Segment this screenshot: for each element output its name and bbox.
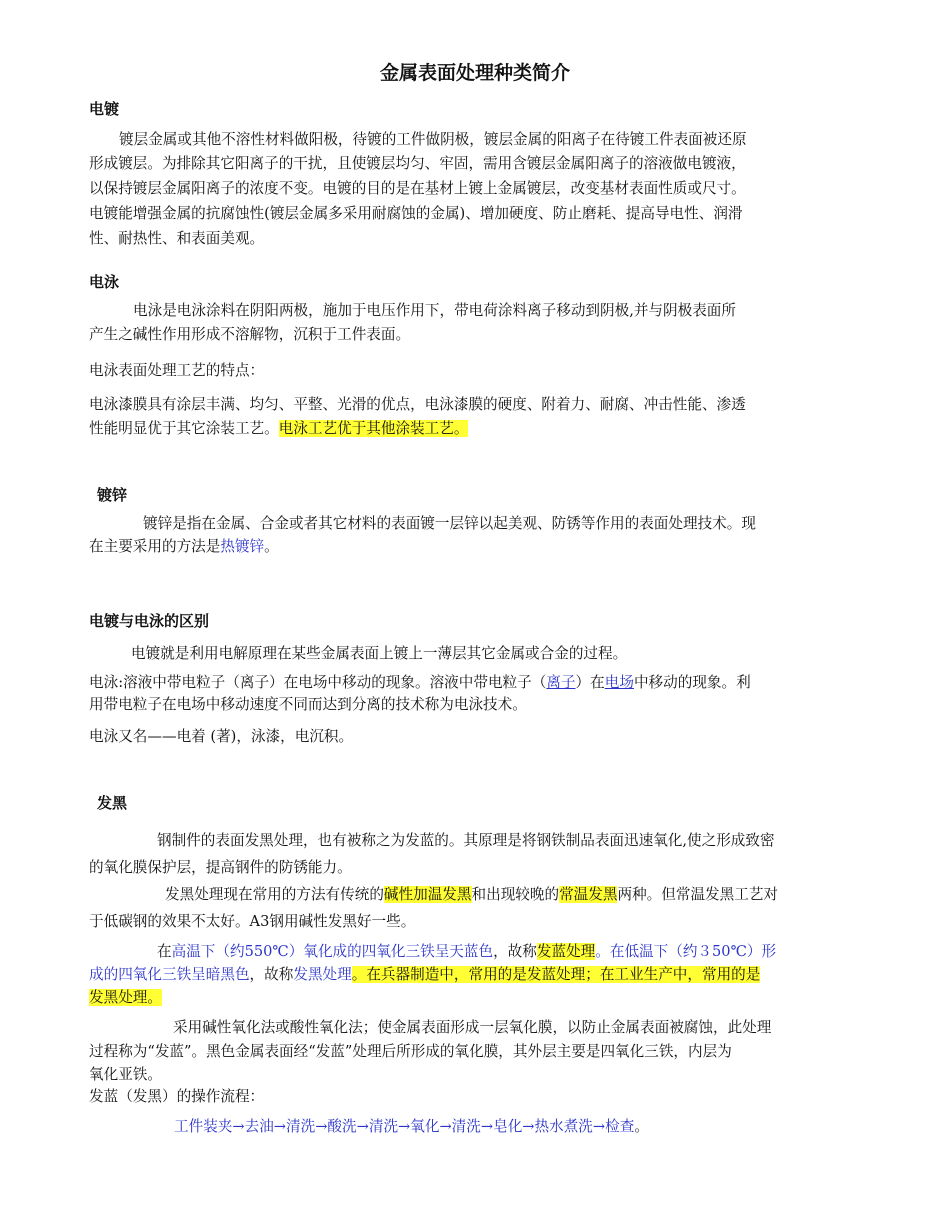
paragraph-line: 电镀就是利用电解原理在某些金属表面上镀上一薄层其它金属或合金的过程。 (131, 645, 628, 662)
process-flow-steps: 工件装夹→去油→清洗→酸洗→清洗→氧化→清洗→皂化→热水煮洗→检查 (174, 1118, 635, 1135)
paragraph-line: 钢制件的表面发黑处理，也有被称之为发蓝的。其原理是将钢铁制品表面迅速氧化,使之形成致密 (157, 832, 775, 849)
paragraph-line: 性、耐热性、和表面美观。 (89, 230, 265, 247)
blue-text: 发黑处理 (293, 966, 352, 983)
paragraph-line (89, 535, 884, 559)
paragraph-line: 电泳又名——电着 (著)，泳漆，电沉积。 (89, 728, 354, 745)
paragraph-line (89, 940, 884, 964)
paragraph-line (89, 986, 884, 1010)
highlighted-text: 碱性加温发黑 (383, 886, 472, 903)
electric-field-link[interactable]: 电场 (604, 674, 634, 691)
paragraph-line: 产生之碱性作用形成不溶解物，沉积于工件表面。 (89, 326, 411, 343)
highlighted-text: 常温发黑 (559, 886, 618, 903)
heading-galvanizing: 镀锌 (97, 486, 128, 504)
text-span: 在主要采用的方法是 (89, 538, 221, 555)
paragraph-line: 发蓝（发黑）的操作流程： (89, 1088, 265, 1105)
blue-text: 高温下（约550℃）氧化成的四氧化三铁呈天蓝色 (171, 943, 494, 960)
text-span: 性能明显优于其它涂装工艺。 (89, 420, 279, 437)
paragraph-line: 电泳漆膜具有涂层丰满、均匀、平整、光滑的优点，电泳漆膜的硬度、附着力、耐腐、冲击性能、渗透 (89, 396, 746, 413)
paragraph-line: 用带电粒子在电场中移动速度不同而达到分离的技术称为电泳技术。 (89, 696, 527, 713)
heading-difference: 电镀与电泳的区别 (89, 612, 210, 630)
paragraph-line (89, 671, 884, 695)
paragraph-line: 镀锌是指在金属、合金或者其它材料的表面镀一层锌以起美观、防锈等作用的表面处理技术。现 (143, 515, 756, 532)
text-span: 发黑处理现在常用的方法有传统的 (165, 886, 384, 903)
blue-text: 成的四氧化三铁呈暗黑色 (89, 966, 250, 983)
text-span: ）在 (575, 674, 605, 691)
highlighted-text: 电泳工艺优于其他涂装工艺。 (278, 420, 469, 437)
blue-text: 。在低温下（约３50℃）形 (595, 943, 777, 960)
ion-link[interactable]: 离子 (546, 674, 576, 691)
text-span: 两种。但常温发黑工艺对 (617, 886, 779, 903)
paragraph-line (89, 883, 884, 907)
paragraph-line: 采用碱性氧化法或酸性氧化法；使金属表面形成一层氧化膜，以防止金属表面被腐蚀，此处理 (173, 1019, 772, 1036)
heading-blackening: 发黑 (97, 794, 128, 812)
heading-electroplating: 电镀 (89, 100, 120, 118)
text-span: 。 (264, 538, 279, 555)
process-flow (89, 1115, 884, 1139)
paragraph-line: 于低碳钢的效果不太好。A3钢用碱性发黑好一些。 (89, 913, 416, 930)
highlighted-text: 发蓝处理 (536, 943, 596, 960)
highlighted-text: 发黑处理。 (89, 989, 162, 1006)
text-span: ，故称 (249, 966, 294, 983)
page-title: 金属表面处理种类简介 (379, 62, 570, 84)
paragraph-line: 形成镀层。为排除其它阳离子的干扰，且使镀层均匀、牢固，需用含镀层金属阳离子的溶液做电镀液， (89, 155, 746, 172)
paragraph-line: 电泳表面处理工艺的特点： (89, 362, 265, 379)
hot-dip-galvanizing-term: 热镀锌 (220, 538, 265, 555)
highlighted-text: 。在兵器制造中，常用的是发蓝处理；在工业生产中，常用的是 (351, 966, 761, 983)
text-span: 。 (634, 1118, 649, 1135)
text-span: ，故称 (493, 943, 537, 960)
text-span: 电泳:溶液中带电粒子（离子）在电场中移动的现象。溶液中带电粒子（ (89, 674, 547, 691)
text-span: 在 (157, 943, 172, 960)
paragraph-line (89, 417, 884, 441)
paragraph-line: 氧化亚铁。 (89, 1066, 162, 1083)
paragraph-line: 的氧化膜保护层，提高钢件的防锈能力。 (89, 859, 352, 876)
paragraph-line (89, 963, 884, 987)
paragraph-line: 过程称为“发蓝”。黑色金属表面经“发蓝”处理后所形成的氧化膜，其外层主要是四氧化三铁，内层为 (89, 1043, 732, 1060)
paragraph-line: 电泳是电泳涂料在阴阳两极，施加于电压作用下，带电荷涂料离子移动到阴极,并与阴极表面所 (133, 302, 736, 319)
text-span: 和出现较晚的 (471, 886, 560, 903)
paragraph-line: 电镀能增强金属的抗腐蚀性(镀层金属多采用耐腐蚀的金属)、增加硬度、防止磨耗、提高导电性、润滑 (89, 205, 743, 222)
heading-electrophoresis: 电泳 (89, 273, 120, 291)
paragraph-line: 以保持镀层金属阳离子的浓度不变。电镀的目的是在基材上镀上金属镀层，改变基材表面性质或尺寸。 (89, 180, 746, 197)
text-span: 中移动的现象。利 (633, 674, 751, 691)
paragraph-line: 镀层金属或其他不溶性材料做阳极，待镀的工件做阴极，镀层金属的阳离子在待镀工件表面被还原 (119, 131, 747, 148)
